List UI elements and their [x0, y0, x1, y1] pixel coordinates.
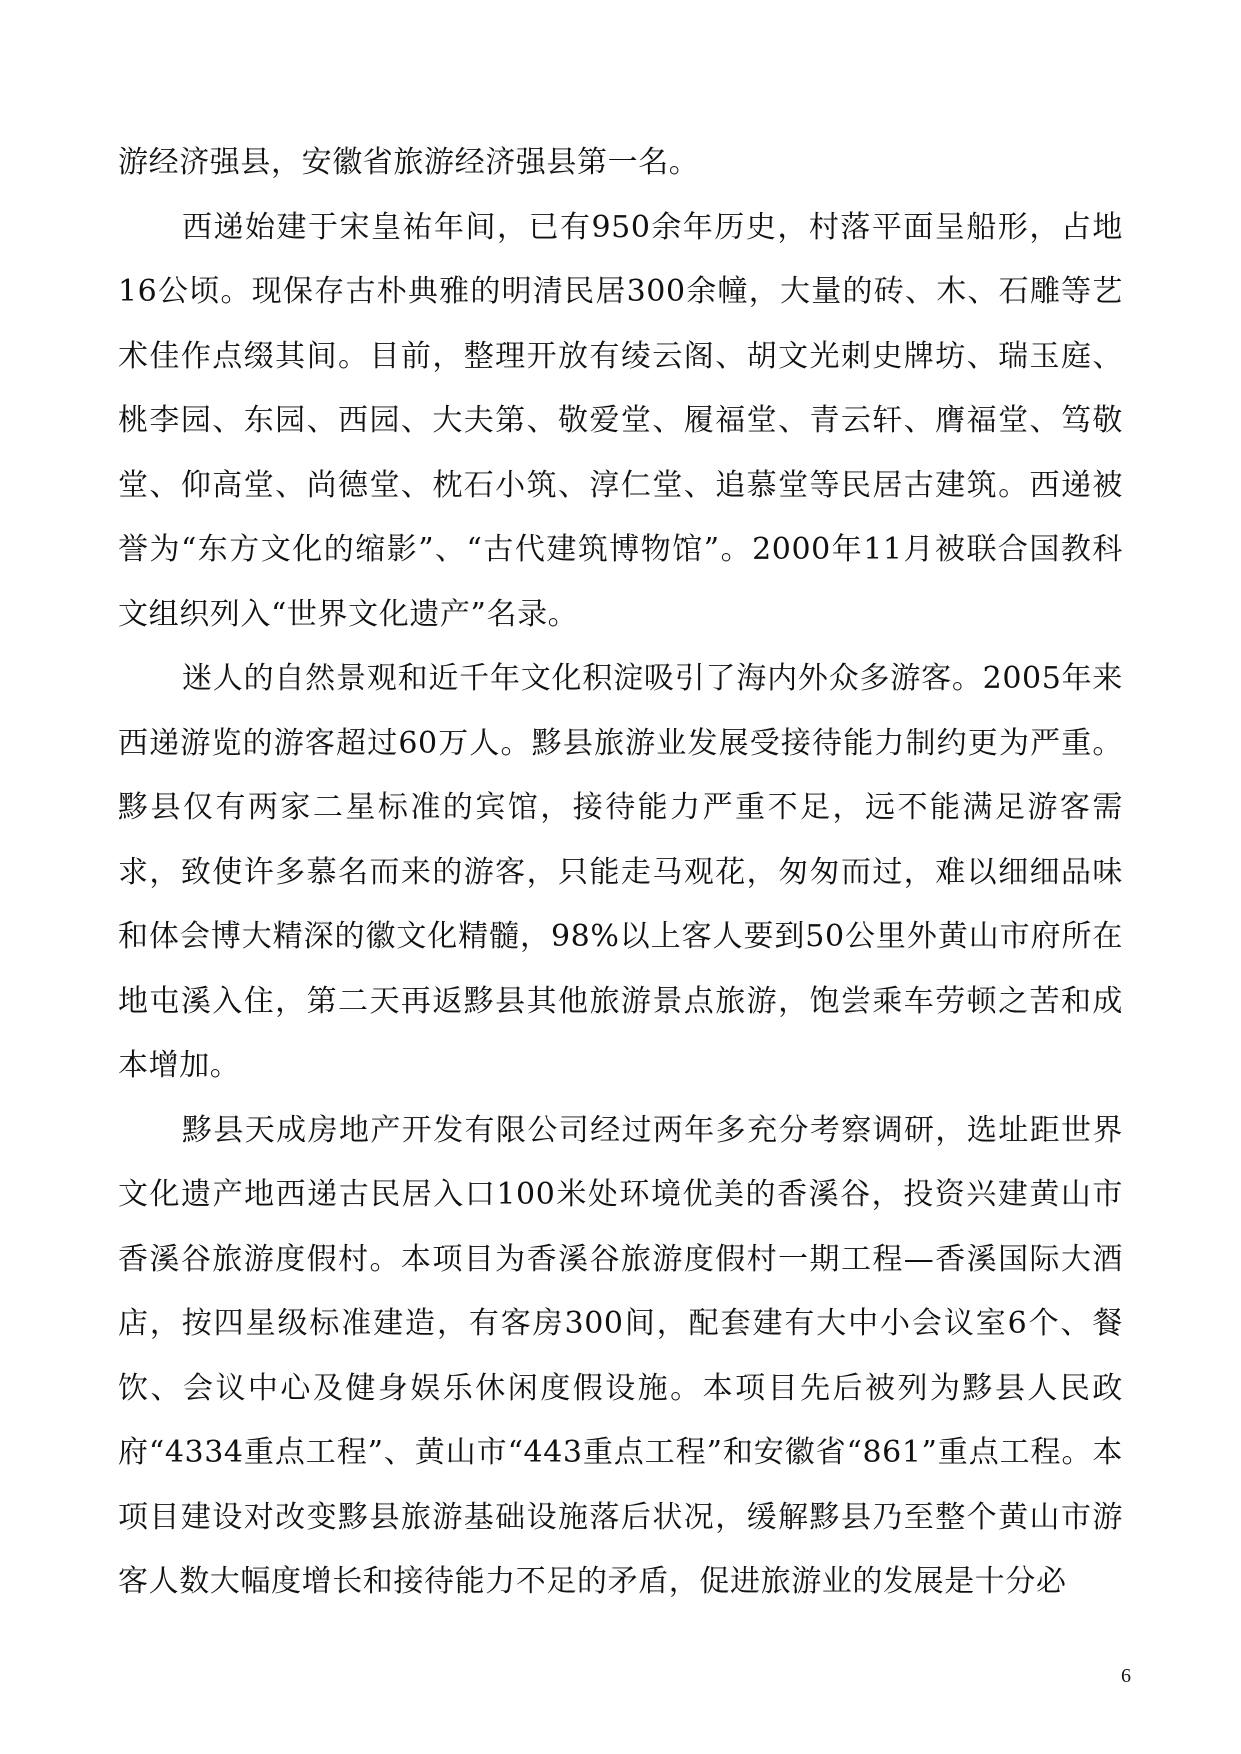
- page-number: 6: [1121, 1665, 1131, 1687]
- paragraph-tourism-capacity: 迷人的自然景观和近千年文化积淀吸引了海内外众多游客。2005年来西递游览的游客超过60万人。黟县旅游业发展受接待能力制约更为严重。黟县仅有两家二星标准的宾馆，接待能力严重不足，远不能满足游客需求，致使许多慕名而来的游客，只能走马观花，匆匆而过，难以细细品味和体会博大精深的徽文化精髓，98%以上客人要到50公里外黄山市府所在地屯溪入住，第二天再返黟县其他旅游景点旅游，饱尝乘车劳顿之苦和成本增加。: [118, 661, 1123, 1083]
- paragraph-project-overview: 黟县天成房地产开发有限公司经过两年多充分考察调研，选址距世界文化遗产地西递古民居入口100米处环境优美的香溪谷，投资兴建黄山市香溪谷旅游度假村。本项目为香溪谷旅游度假村一期工程—香溪国际大酒店，按四星级标准建造，有客房300间，配套建有大中小会议室6个、餐饮、会议中心及健身娱乐休闲度假设施。本项目先后被列为黟县人民政府“4334重点工程”、黄山市“443重点工程”和安徽省“861”重点工程。本项目建设对改变黟县旅游基础设施落后状况，缓解黟县乃至整个黄山市游客人数大幅度增长和接待能力不足的矛盾，促进旅游业的发展是十分必: [118, 1112, 1123, 1599]
- body-text: [118, 131, 1123, 1615]
- paragraph-continuation: 游经济强县，安徽省旅游经济强县第一名。: [118, 145, 700, 180]
- paragraph-xidi-history: 西递始建于宋皇祐年间，已有950余年历史，村落平面呈船形，占地16公顷。现保存古朴典雅的明清民居300余幢，大量的砖、木、石雕等艺术佳作点缀其间。目前，整理开放有绫云阁、胡文光刺史牌坊、瑞玉庭、桃李园、东园、西园、大夫第、敬爱堂、履福堂、青云轩、膺福堂、笃敬堂、仰高堂、尚德堂、枕石小筑、淳仁堂、追慕堂等民居古建筑。西递被誉为“东方文化的缩影”、“古代建筑博物馆”。2000年11月被联合国教科文组织列入“世界文化遗产”名录。: [118, 209, 1123, 632]
